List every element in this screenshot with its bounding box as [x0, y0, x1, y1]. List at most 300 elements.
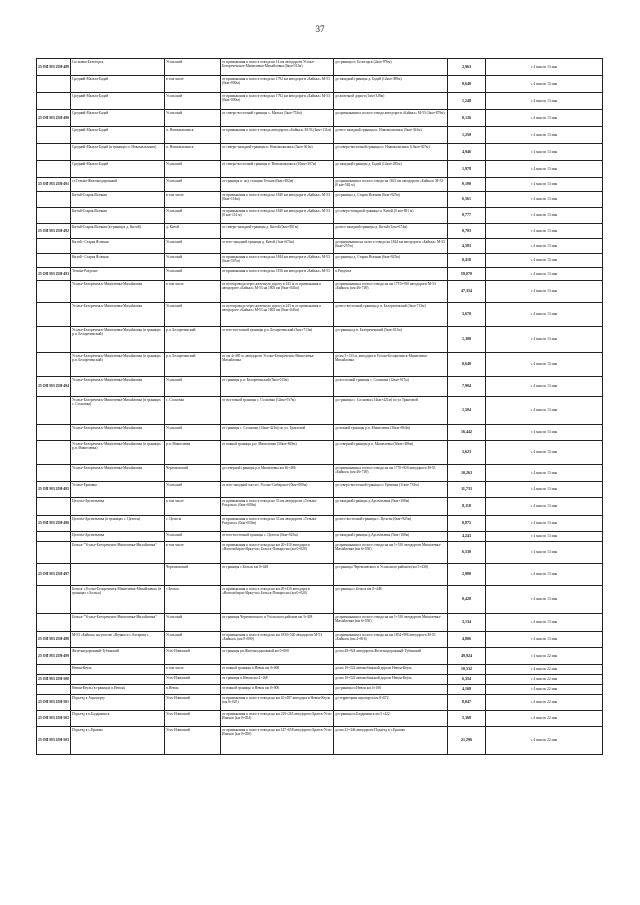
segment-start-cell: от юго-восточной границы р.п. Белореченский (3км+713м): [221, 327, 334, 353]
table-row: [37, 516, 603, 532]
length-cell: 4,583: [448, 239, 486, 254]
segment-end-cell: до границы п.Невон км 4+168: [334, 685, 448, 695]
table-row: [37, 727, 603, 755]
road-code-cell: [37, 498, 71, 516]
restriction-period-cell: с 4 мая по 13 мая: [486, 110, 603, 127]
segment-start-cell: от границы п.Невон км 4+168: [221, 675, 334, 685]
restriction-period-cell: с 4 мая по 13 мая: [486, 127, 603, 144]
length-cell: 6,561: [448, 192, 486, 208]
road-code-cell: [37, 303, 71, 327]
municipality-cell: Усольский: [165, 239, 221, 254]
road-code-cell: [37, 586, 71, 614]
restriction-period-cell: с 4 мая по 22 мая: [486, 665, 603, 675]
restriction-period-cell: с 4 мая по 13 мая: [486, 532, 603, 542]
length-cell: 2,963: [448, 59, 486, 76]
road-name-cell: Железнодорожный-Тубинский: [71, 648, 165, 665]
municipality-cell: р.п. Мишелевка: [165, 441, 221, 465]
restriction-period-cell: с 4 мая по 13 мая: [486, 586, 603, 614]
segment-end-cell: до южной границы р.п. Мишелевка (30км+863м): [334, 425, 448, 441]
segment-start-cell: от примыкания к полосе отвода на км 1830+540 автодороги М-53 «Байкал» (км 0+000): [221, 632, 334, 648]
restriction-period-cell: с 4 мая по 22 мая: [486, 648, 603, 665]
segment-end-cell: до примыкания к полосе отвода на км 1770+920 автодороги М-53 «Байкал» (км 46+749): [334, 465, 448, 482]
segment-start-cell: от юго-восточной границы с. Целоты (0км+925м): [221, 532, 334, 542]
road-name-cell: Усолье-Белореченск-Мишелевка-Михайловка: [71, 425, 165, 441]
segment-end-cell: до примыкания к полосе отвода на км 1834+986 автодороги М-53 «Байкал» (км 4+816): [334, 632, 448, 648]
table-body: [37, 59, 603, 755]
length-cell: 10,263: [448, 465, 486, 482]
table-row: [37, 695, 603, 711]
restriction-period-cell: с 4 мая по 22 мая: [486, 685, 603, 695]
table-row: [37, 632, 603, 648]
restriction-period-cell: с 4 мая по 13 мая: [486, 254, 603, 268]
road-name-cell: Усолье-Белореченск-Мишелевка-Михайловка: [71, 465, 165, 482]
table-row: [37, 441, 603, 465]
segment-end-cell: до примыкания на полосе отвода на 1844 км автодороги «Байкал» М-53 (6км+257м): [334, 239, 448, 254]
road-code-cell: 25 ОП МЗ 25Н-489: [37, 59, 71, 76]
segment-end-cell: до западной границы д. Бадай (12км+285м): [334, 161, 448, 178]
road-code-cell: 25 ОП МЗ 25Н-490: [37, 110, 71, 127]
table-row: [37, 685, 603, 695]
road-code-cell: [37, 254, 71, 268]
segment-end-cell: до границы р.п. Белореченский (5км+013м): [334, 327, 448, 353]
segment-start-cell: от примыкания к полосе отвода на 1792 км автодороги «Байкал» М-53 (0км+000м): [221, 76, 334, 93]
length-cell: 47,354: [448, 281, 486, 303]
segment-end-cell: до территории аэропорта км 8+072: [334, 695, 448, 711]
road-code-cell: [37, 397, 71, 425]
restriction-period-cell: с 4 мая по 22 мая: [486, 675, 603, 685]
table-row: [37, 614, 603, 632]
road-name-cell: Невон-Кеуль: [71, 665, 165, 675]
municipality-cell: Усольский: [165, 425, 221, 441]
road-name-cell: Усолье-Белореченск-Мишелевка-Михайловка (в границах р.п. Белореченский): [71, 327, 165, 353]
length-cell: 1,978: [448, 161, 486, 178]
segment-start-cell: до северной границы р.п Мишелевка км 36+486: [221, 465, 334, 482]
segment-start-cell: от путепровода через железную дорогу в 243 м от примыкания к автодороге «Байкал» М-53 на 1803 км (0км+043м): [221, 303, 334, 327]
table-row: [37, 208, 603, 224]
road-name-cell: Китой-Старая Ясачная (в границах д. Китой): [71, 224, 165, 239]
segment-start-cell: от границы Черемховского и Усольского районов км 3+438: [221, 614, 334, 632]
length-cell: 6,530: [448, 542, 486, 564]
restriction-period-cell: с 4 мая по 13 мая: [486, 425, 603, 441]
municipality-cell: Усольский: [165, 161, 221, 178]
table-row: [37, 665, 603, 675]
segment-start-cell: от южной границы п.Невон км 0+000: [221, 665, 334, 675]
municipality-cell: Усольский: [165, 614, 221, 632]
segment-start-cell: от границы рп.Железнодорожный км 0+000: [221, 648, 334, 665]
segment-end-cell: до км 49+924 автодороги Железнодорожный-Тубинский: [334, 648, 448, 665]
restriction-period-cell: с 4 мая по 13 мая: [486, 441, 603, 465]
segment-end-cell: до примыкания к полосе отвода на км 1+510 автодороги Мишелевка-Михайловка (км 6+550): [334, 614, 448, 632]
table-row: [37, 327, 603, 353]
road-name-cell: ст.Тельма-Железнодорожный: [71, 178, 165, 192]
road-code-cell: 25 ОП МЗ 25Н-503: [37, 727, 71, 755]
municipality-cell: с. Сосновка: [165, 397, 221, 425]
road-name-cell: М-53 «Байкал» на участке «Ведяко и с.Алтарику»: [71, 632, 165, 648]
segment-end-cell: до границы п.Бадарминск км 5+422: [334, 711, 448, 727]
road-code-cell: [37, 441, 71, 465]
road-code-cell: 25 ОП МЗ 25Н-494: [37, 377, 71, 397]
table-row: [37, 675, 603, 685]
municipality-cell: Усть-Илимский: [165, 648, 221, 665]
restriction-period-cell: с 4 мая по 13 мая: [486, 614, 603, 632]
segment-start-cell: от примыкания к полосе отвода на км 20+410 автодороги «Новосибирск-Иркутск» Бельск-Помаросна (км 0+020): [221, 586, 334, 614]
road-code-cell: [37, 465, 71, 482]
length-cell: 0,428: [448, 586, 486, 614]
segment-start-cell: от примыкания к полосе отвода на 14 км автодороги Усолье-Белореченское-Мишелевка-Михайловка (0км+013м): [221, 59, 334, 76]
road-name-cell: Бельск-"Усолье-Белореченск-Мишелевка-Михайловка": [71, 614, 165, 632]
segment-start-cell: от юго-западной части г. Усолье-Сибирское (0км+000м): [221, 482, 334, 498]
road-name-cell: Подъезд к с.Ершово: [71, 727, 165, 755]
road-code-cell: 25 ОП МЗ 25Н-502: [37, 711, 71, 727]
segment-end-cell: до юго-западной границы п. Новомальтинск (5км+361м): [334, 127, 448, 144]
municipality-cell: с.Бельск: [165, 586, 221, 614]
municipality-cell: Усольский: [165, 632, 221, 648]
table-row: [37, 268, 603, 281]
table-row: [37, 110, 603, 127]
municipality-cell: в том числе: [165, 498, 221, 516]
municipality-cell: Усольский: [165, 268, 221, 281]
table-row: [37, 586, 603, 614]
restriction-period-cell: с 4 мая по 13 мая: [486, 208, 603, 224]
road-code-cell: [37, 353, 71, 377]
segment-end-cell: до восточной границы с. Сосновка (12км+917м): [334, 377, 448, 397]
length-cell: 4,168: [448, 685, 486, 695]
table-row: [37, 224, 603, 239]
restriction-period-cell: с 4 мая по 13 мая: [486, 397, 603, 425]
road-name-cell: Средний-Мальта-Бадай (в границах п. Новомальтинск): [71, 144, 165, 161]
road-name-cell: Китой - Старая Ясачная: [71, 239, 165, 254]
length-cell: 8,047: [448, 695, 486, 711]
road-name-cell: Усолье-Ермовка: [71, 482, 165, 498]
restriction-period-cell: с 4 мая по 13 мая: [486, 498, 603, 516]
segment-start-cell: от примыкания к полосе отвода на 33 км автодороги «Тельма-Раздолье» (0км+050м): [221, 516, 334, 532]
table-row: [37, 353, 603, 377]
table-row: [37, 711, 603, 727]
segment-end-cell: до северо-западной границы п. Китой (0 км+891 м): [334, 208, 448, 224]
municipality-cell: п. Новомальтинск: [165, 127, 221, 144]
restriction-period-cell: с 4 мая по 13 мая: [486, 178, 603, 192]
segment-start-cell: от границы с. Сосновка (14км+421м) по ул. Трактовой: [221, 425, 334, 441]
segment-end-cell: до примыкания к полосе отвода автодороги «Байкал» М-53 (3км+879м): [334, 110, 448, 127]
restriction-period-cell: с 4 мая по 13 мая: [486, 516, 603, 532]
road-code-cell: 25 ОП МЗ 25Н-496: [37, 516, 71, 532]
segment-end-cell: до северо-восточной границы п. Ермовка (11км+733м): [334, 482, 448, 498]
segment-end-cell: до границы п. Белогорск (2км+976м): [334, 59, 448, 76]
segment-start-cell: от примыкания к полосе отвода на 1844 км автодороги «Байкал» М-53 (6км+507м): [221, 254, 334, 268]
road-name-cell: Средний-Мальта-Бадай: [71, 161, 165, 178]
length-cell: 4,806: [448, 632, 486, 648]
municipality-cell: в том числе: [165, 665, 221, 675]
table-row: [37, 254, 603, 268]
segment-end-cell: до северо-восточной границы п. Новомальтинск (10км+307м): [334, 144, 448, 161]
segment-end-cell: до примыкания к полосе отвода на км 17Т0+950 автодороги М-53 «Байкал» (км 46+749): [334, 281, 448, 303]
restriction-period-cell: с 4 мая по 13 мая: [486, 281, 603, 303]
road-code-cell: [37, 532, 71, 542]
segment-start-cell: от северо-западной границы д. Китой (0км+891м): [221, 224, 334, 239]
road-name-cell: Тельма-Раздолье: [71, 268, 165, 281]
road-code-cell: [37, 144, 71, 161]
segment-start-cell: от южной границы р.п. Мишелевка (30км+863м): [221, 441, 334, 465]
restriction-period-cell: с 4 мая по 13 мая: [486, 59, 603, 76]
municipality-cell: Усольский: [165, 532, 221, 542]
road-code-cell: [37, 239, 71, 254]
segment-end-cell: до границы д. Старая Ясачная (6км+925м): [334, 254, 448, 268]
segment-end-cell: до примыкания к полосе отвода на 1821 км автодороги «Байкал» М-53 (0 км+582 м): [334, 178, 448, 192]
municipality-cell: Усть-Илимский: [165, 727, 221, 755]
road-name-cell: Усолье-Белореченск-Мишелевка-Михайловка (в границах с. Сосновка): [71, 397, 165, 425]
road-name-cell: Бельск-«Усолье-Белореченск-Мишелевка-Михайловка» (в границах с.Бельск): [71, 586, 165, 614]
segment-start-cell: от северо-восточной границы с. Мальта (3км+753м): [221, 110, 334, 127]
length-cell: 7,904: [448, 377, 486, 397]
segment-end-cell: до западной границы д.Арсентьевка (5км+168м): [334, 532, 448, 542]
municipality-cell: Черемховский: [165, 564, 221, 586]
restriction-period-cell: с 4 мая по 13 мая: [486, 632, 603, 648]
table-row: [37, 281, 603, 303]
segment-start-cell: от примыкания к полосе отвода на 1792 км автодороги «Байкал» М-53 (0км+000м): [221, 93, 334, 110]
segment-end-cell: п.Раздолье: [334, 268, 448, 281]
segment-end-cell: до км 5+133 м. автодороги Усолье-Белореченск-Мишелевка-Михайловка: [334, 353, 448, 377]
road-restrictions-table: [36, 58, 603, 755]
table-row: [37, 648, 603, 665]
municipality-cell: Усть-Илимский: [165, 711, 221, 727]
restriction-period-cell: с 4 мая по 13 мая: [486, 76, 603, 93]
road-code-cell: [37, 76, 71, 93]
table-row: [37, 532, 603, 542]
road-name-cell: Китой - Старая Ясачная: [71, 254, 165, 268]
segment-start-cell: от путепровода через железную дорогу в 243 м от примыкания к автодороге «Байкал» М-53 на 1803 км (0км+043м): [221, 281, 334, 303]
segment-start-cell: от примыкания к полосе отвода автодороги «Байкал» М-53 (4км+111м): [221, 127, 334, 144]
restriction-period-cell: с 4 мая по 13 мая: [486, 239, 603, 254]
road-code-cell: [37, 93, 71, 110]
segment-end-cell: до западной границы д. Бадай (12км+389м): [334, 76, 448, 93]
municipality-cell: р.п. Белореченский: [165, 353, 221, 377]
table-row: [37, 127, 603, 144]
table-row: [37, 192, 603, 208]
road-name-cell: Усолье-Белореченск-Мишелевка-Михайловка (в границах р.п. Мишелевка): [71, 441, 165, 465]
table-row: [37, 425, 603, 441]
restriction-period-cell: с 4 мая по 13 мая: [486, 161, 603, 178]
table-row: [37, 59, 603, 76]
municipality-cell: Усольский: [165, 482, 221, 498]
road-name-cell: [71, 564, 165, 586]
restriction-period-cell: с 4 мая по 13 мая: [486, 303, 603, 327]
length-cell: 2,980: [448, 564, 486, 586]
segment-end-cell: до юго-восточной границы с. Целоты (0км+925м): [334, 516, 448, 532]
restriction-period-cell: с 4 мая по 22 мая: [486, 711, 603, 727]
segment-start-cell: от примыкания к полосе отвода на км 219+265 автодороги Братск-Усть-Илимск (км 0+054): [221, 711, 334, 727]
road-name-cell: Средний-Мальта-Бадай: [71, 127, 165, 144]
restriction-period-cell: с 4 мая по 22 мая: [486, 695, 603, 711]
municipality-cell: Усольский: [165, 303, 221, 327]
segment-end-cell: до железной дороги (1км+338м): [334, 93, 448, 110]
road-name-cell: Подъезд к п.Бадарминск: [71, 711, 165, 727]
length-cell: 0,875: [448, 516, 486, 532]
road-code-cell: [37, 685, 71, 695]
municipality-cell: в том числе: [165, 76, 221, 93]
road-name-cell: Невон-Кеуль (в границах п.Невон): [71, 685, 165, 695]
restriction-period-cell: с 4 мая по 13 мая: [486, 144, 603, 161]
road-code-cell: 25 ОП МЗ 25Н-497: [37, 564, 71, 586]
length-cell: 8,118: [448, 498, 486, 516]
table-row: [37, 178, 603, 192]
municipality-cell: Усольский: [165, 178, 221, 192]
road-code-cell: [37, 208, 71, 224]
municipality-cell: Усольский: [165, 377, 221, 397]
length-cell: 59,070: [448, 268, 486, 281]
length-cell: 3,134: [448, 614, 486, 632]
road-code-cell: [37, 281, 71, 303]
road-code-cell: [37, 161, 71, 178]
restriction-period-cell: с 4 мая по 13 мая: [486, 327, 603, 353]
segment-end-cell: до км 21+346 автодороги Подъезд к с.Ершово: [334, 727, 448, 755]
length-cell: 1,248: [448, 93, 486, 110]
road-name-cell: Средний-Мальта-Бадай: [71, 76, 165, 93]
road-code-cell: [37, 614, 71, 632]
municipality-cell: п.Невон: [165, 685, 221, 695]
road-code-cell: [37, 542, 71, 564]
restriction-period-cell: с 4 мая по 22 мая: [486, 727, 603, 755]
table-row: [37, 542, 603, 564]
table-row: [37, 93, 603, 110]
table-row: [37, 564, 603, 586]
segment-start-cell: от примыкания к полосе отвода на км 147+658 автодороги Братск-Усть-Илимск (км 0+050): [221, 727, 334, 755]
table-row: [37, 303, 603, 327]
municipality-cell: Усольский: [165, 208, 221, 224]
segment-start-cell: от примыкания к полосе отвода на 1840 км автодороги «Байкал» М-53 (0 км+114 м): [221, 208, 334, 224]
table-row: [37, 161, 603, 178]
municipality-cell: р.п. Белореченский: [165, 327, 221, 353]
road-name-cell: [71, 675, 165, 685]
length-cell: 4,243: [448, 532, 486, 542]
segment-start-cell: от южной границы п.Невон км 0+000: [221, 685, 334, 695]
road-code-cell: 25 ОП МЗ 25Н-491: [37, 178, 71, 192]
road-name-cell: Усолье-Белореченск-Мишелевка-Михайловка (в границах р.п. Белореченский): [71, 353, 165, 377]
road-code-cell: 25 ОП МЗ 25Н-495: [37, 482, 71, 498]
length-cell: 5,623: [448, 441, 486, 465]
segment-start-cell: от примыкания к полосе отвода на 1840 км автодороги «Байкал» М-53 (0км+114м): [221, 192, 334, 208]
road-code-cell: [37, 192, 71, 208]
restriction-period-cell: с 4 мая по 13 мая: [486, 482, 603, 498]
table-row: [37, 397, 603, 425]
road-name-cell: Целоты-Арсентьевка: [71, 498, 165, 516]
table-row: [37, 482, 603, 498]
road-code-cell: 25 ОП МЗ 25Н-493: [37, 268, 71, 281]
restriction-period-cell: с 4 мая по 13 мая: [486, 224, 603, 239]
segment-start-cell: от примыкания к полосе отвода на км 20+410 автодороги «Новосибирск-Иркутск» Бельск-Помаросна (км 0+020): [221, 542, 334, 564]
restriction-period-cell: с 4 мая по 13 мая: [486, 93, 603, 110]
length-cell: 21,296: [448, 727, 486, 755]
table-row: [37, 144, 603, 161]
segment-start-cell: от восточной границы с. Сосновка (12км+917м): [221, 397, 334, 425]
length-cell: 16,442: [448, 425, 486, 441]
length-cell: 0,418: [448, 254, 486, 268]
segment-end-cell: до границы с.Бельск км 0+448: [334, 586, 448, 614]
municipality-cell: д. Китой: [165, 224, 221, 239]
road-code-cell: [37, 127, 71, 144]
road-name-cell: Усолье-Белореченск-Мишелевка-Михайловка: [71, 303, 165, 327]
segment-end-cell: до примыкания к полосе отвода на км 1+510 автодороги Мишелевка-Михайловка (км 6+550): [334, 542, 448, 564]
segment-start-cell: от км 4+485 м. автодороги Усолье-Белореченск-Мишелевка-Михайловка: [221, 353, 334, 377]
municipality-cell: с. Целоты: [165, 516, 221, 532]
length-cell: 9,648: [448, 76, 486, 93]
municipality-cell: Усть-Илимский: [165, 695, 221, 711]
municipality-cell: Усольский: [165, 59, 221, 76]
municipality-cell: в том числе: [165, 192, 221, 208]
length-cell: 1,300: [448, 327, 486, 353]
length-cell: 0,648: [448, 353, 486, 377]
segment-end-cell: до границы Черемховского и Усольского районов (км 3+438): [334, 564, 448, 586]
page-number: 37: [315, 24, 325, 34]
restrictions-table-wrapper: [36, 58, 602, 755]
road-name-cell: Средний-Мальта-Бадай: [71, 110, 165, 127]
municipality-cell: п. Новомальтинск: [165, 144, 221, 161]
segment-end-cell: до юго-восточной границы р.п. Белореченский (3км+713м): [334, 303, 448, 327]
road-name-cell: Бельск-"Усолье-Белореченск-Мишелевка-Михайловка": [71, 542, 165, 564]
road-code-cell: 25 ОП МЗ 25Н-492: [37, 224, 71, 239]
table-row: [37, 239, 603, 254]
municipality-cell: Черемховский: [165, 465, 221, 482]
length-cell: 0,783: [448, 224, 486, 239]
segment-start-cell: от границы с.Бельск км 0+448: [221, 564, 334, 586]
municipality-cell: Усть-Илимский: [165, 675, 221, 685]
restriction-period-cell: с 4 мая по 13 мая: [486, 353, 603, 377]
road-code-cell: 25 ОП МЗ 25Н-501: [37, 695, 71, 711]
segment-end-cell: до км 10+522 автомобильной дороги Невон-Кеуль: [334, 665, 448, 675]
table-row: [37, 76, 603, 93]
road-code-cell: 25 ОП МЗ 25Н-499: [37, 648, 71, 665]
segment-start-cell: от границы р.п. Белореченский (5км+013м): [221, 377, 334, 397]
table-row: [37, 377, 603, 397]
road-code-cell: [37, 665, 71, 675]
restriction-period-cell: с 4 мая по 13 мая: [486, 542, 603, 564]
table-row: [37, 465, 603, 482]
road-name-cell: Сосновка-Белогорск: [71, 59, 165, 76]
road-name-cell: Усолье-Белореченск-Мишелевка-Михайловка: [71, 281, 165, 303]
road-name-cell: Целоты-Арсентьевка (в границах с. Целоты): [71, 516, 165, 532]
length-cell: 6,354: [448, 675, 486, 685]
length-cell: 1,504: [448, 397, 486, 425]
length-cell: 3,670: [448, 303, 486, 327]
road-name-cell: Усолье-Белореченск-Мишелевка-Михайловка: [71, 377, 165, 397]
segment-start-cell: от примыкания к полосе отвода на 1816 км автодороги «Байкал» М-53: [221, 268, 334, 281]
length-cell: 4,946: [448, 144, 486, 161]
segment-end-cell: до юго-западной границы д. Китой (1км+674м): [334, 224, 448, 239]
length-cell: 1,250: [448, 127, 486, 144]
segment-end-cell: до западной границы д.Арсентьевка (9км+168м): [334, 498, 448, 516]
segment-start-cell: от северо-западной границы п. Новомальтинск (5км+361м): [221, 144, 334, 161]
road-name-cell: Китой-Старая Ясачная: [71, 192, 165, 208]
length-cell: 5,368: [448, 711, 486, 727]
restriction-period-cell: с 4 мая по 13 мая: [486, 465, 603, 482]
road-name-cell: Подъезд к Аэропорту: [71, 695, 165, 711]
table-row: [37, 498, 603, 516]
road-code-cell: [37, 327, 71, 353]
segment-end-cell: до северной границы р.п. Мишелевка (36км+486м): [334, 441, 448, 465]
segment-end-cell: до границы с. Сосновка (14км+421м) по ул Трактовой: [334, 397, 448, 425]
length-cell: 0,126: [448, 110, 486, 127]
road-code-cell: 25 ОП МЗ 25Н-498: [37, 632, 71, 648]
segment-start-cell: от юго-западной границы д. Китой (1км+674м): [221, 239, 334, 254]
municipality-cell: Усольский: [165, 93, 221, 110]
segment-start-cell: от примыкания к полосе отвода на 33 км автодороги «Тельма-Раздолье» (0км+000м): [221, 498, 334, 516]
municipality-cell: Усольский: [165, 110, 221, 127]
restriction-period-cell: с 4 мая по 13 мая: [486, 268, 603, 281]
road-name-cell: Китой-Старая Ясачная: [71, 208, 165, 224]
segment-start-cell: от границы п. ж/д станции Тельма (0км+482м): [221, 178, 334, 192]
restriction-period-cell: с 4 мая по 13 мая: [486, 564, 603, 586]
road-code-cell: 25 ОП МЗ 25Н-500: [37, 675, 71, 685]
segment-end-cell: до границы д. Старая Ясачная (6км+925м): [334, 192, 448, 208]
